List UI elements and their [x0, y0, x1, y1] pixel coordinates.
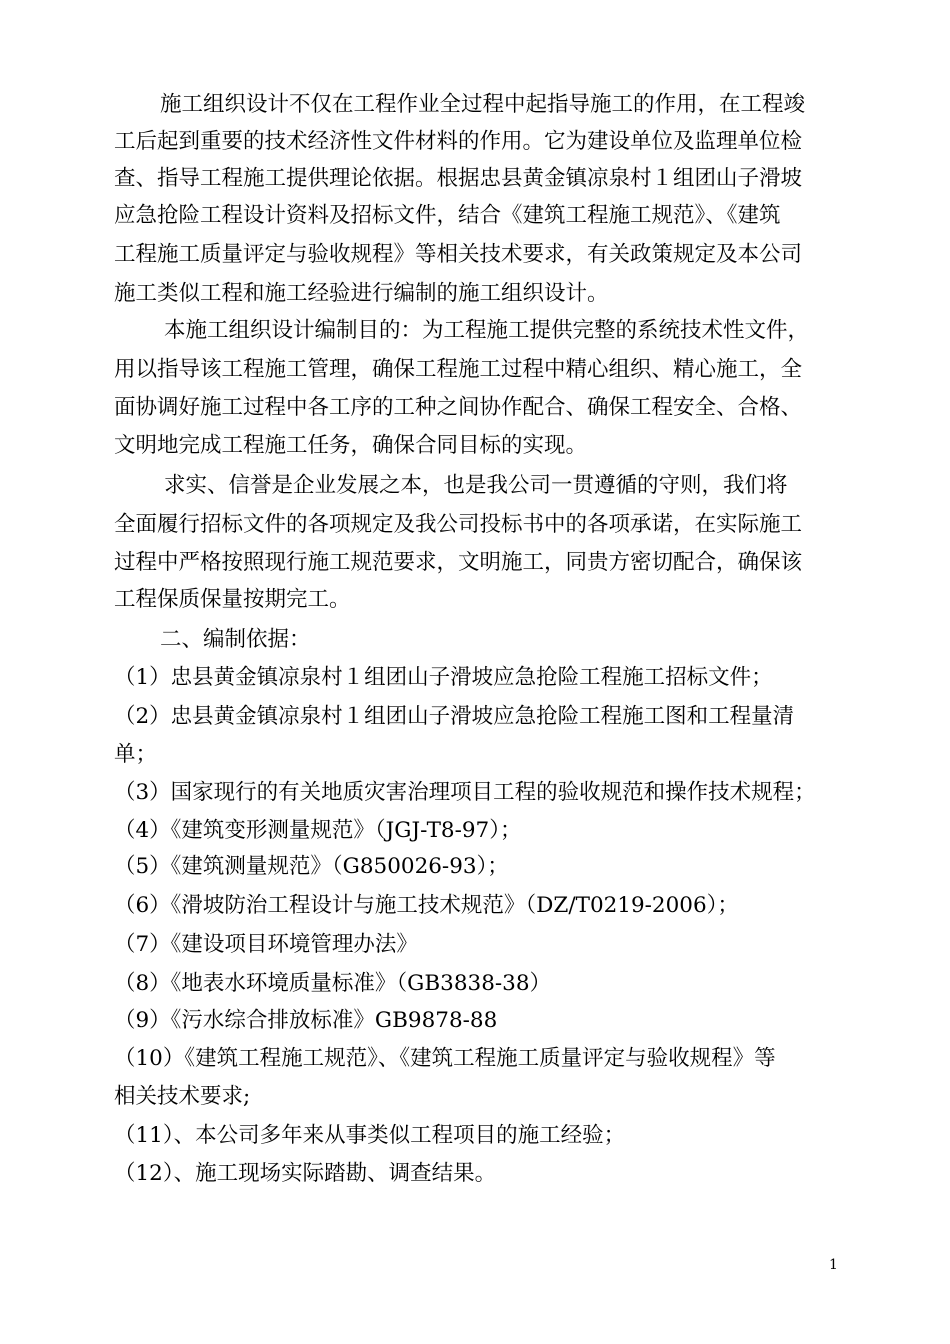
- list-item: （9）《污水综合排放标准》GB9878-88: [114, 1008, 498, 1033]
- list-item: （12）、施工现场实际踏勘、调查结果。: [114, 1161, 497, 1186]
- list-item: （2）忠县黄金镇凉泉村１组团山子滑坡应急抢险工程施工图和工程量清: [114, 704, 795, 729]
- text-line: 查、指导工程施工提供理论依据。根据忠县黄金镇凉泉村１组团山子滑坡: [114, 166, 803, 191]
- list-item: （8）《地表水环境质量标准》（GB3838-38）: [114, 971, 551, 996]
- text-line: 工程保质保量按期完工。: [114, 587, 351, 612]
- list-item: （3）国家现行的有关地质灾害治理项目工程的验收规范和操作技术规程；: [114, 780, 816, 805]
- section-heading: 二、编制依据：: [160, 627, 311, 652]
- list-item: （10）《建筑工程施工规范》、《建筑工程施工质量评定与验收规程》等: [114, 1046, 776, 1071]
- text-line: 施工组织设计不仅在工程作业全过程中起指导施工的作用，在工程竣: [160, 92, 806, 117]
- text-line: 应急抢险工程设计资料及招标文件，结合《建筑工程施工规范》、《建筑: [114, 203, 781, 228]
- list-item: （6）《滑坡防治工程设计与施工技术规范》（DZ/T0219-2006）；: [114, 893, 739, 918]
- text-line: 本施工组织设计编制目的：为工程施工提供完整的系统技术性文件，: [164, 318, 810, 343]
- text-line: 全面履行招标文件的各项规定及我公司投标书中的各项承诺，在实际施工: [114, 512, 803, 537]
- list-item: （7）《建设项目环境管理办法》: [114, 932, 418, 957]
- list-item: （11）、本公司多年来从事类似工程项目的施工经验；: [114, 1123, 626, 1148]
- list-item: （1）忠县黄金镇凉泉村１组团山子滑坡应急抢险工程施工招标文件；: [114, 665, 773, 690]
- text-line: 工程施工质量评定与验收规程》等相关技术要求，有关政策规定及本公司: [114, 242, 803, 267]
- text-line: 用以指导该工程施工管理，确保工程施工过程中精心组织、精心施工，全: [114, 357, 803, 382]
- list-item: 相关技术要求;: [114, 1084, 251, 1109]
- list-item: （5）《建筑测量规范》（G850026-93）；: [114, 854, 509, 879]
- text-line: 施工类似工程和施工经验进行编制的施工组织设计。: [114, 281, 609, 306]
- text-line: 过程中严格按照现行施工规范要求，文明施工，同贵方密切配合，确保该: [114, 550, 803, 575]
- list-item: 单；: [114, 742, 158, 767]
- text-line: 工后起到重要的技术经济性文件材料的作用。它为建设单位及监理单位检: [114, 129, 803, 154]
- text-line: 文明地完成工程施工任务，确保合同目标的实现。: [114, 433, 588, 458]
- text-line: 面协调好施工过程中各工序的工种之间协作配合、确保工程安全、合格、: [114, 395, 803, 420]
- page-number: 1: [829, 1257, 838, 1273]
- list-item: （4）《建筑变形测量规范》（JGJ-T8-97）；: [114, 818, 522, 843]
- text-line: 求实、信誉是企业发展之本，也是我公司一贯遵循的守则，我们将: [164, 473, 788, 498]
